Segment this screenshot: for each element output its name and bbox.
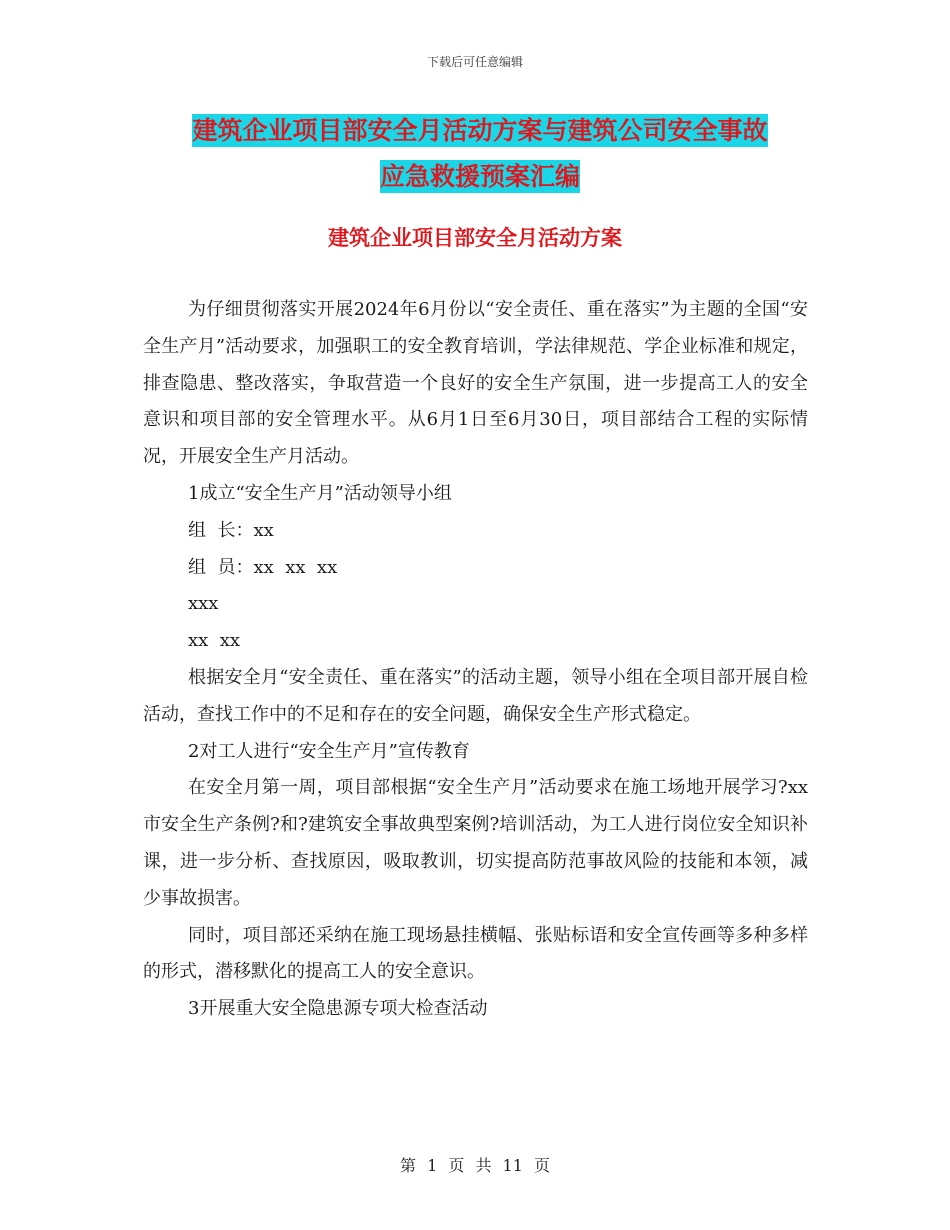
document-title-line-1: 建筑企业项目部安全月活动方案与建筑公司安全事故 [192,116,768,145]
header-note: 下载后可任意编辑 [426,55,523,69]
heading-item-1: 1成立“安全生产月”活动领导小组 [188,482,452,504]
section-title: 建筑企业项目部安全月活动方案 [328,226,622,250]
paragraph-self-check: 根据安全月“安全责任、重在落实”的活动主题，领导小组在全项目部开展自检活动，查找工作中的不足和存在的安全问题，确保安全生产形式稳定。 [143,666,808,725]
page-footer: 第 1 页 共 11 页 [400,1156,550,1175]
members-line-3: xx xx [188,630,241,652]
document-title-line-2: 应急救援预案汇编 [379,162,580,191]
paragraph-training: 在安全月第一周，项目部根据“安全生产月”活动要求在施工场地开展学习?xx市安全生产条例?和?建筑安全事故典型案例?培训活动，为工人进行岗位安全知识补课，进一步分析、查找原因，吸取教训，切实提高防范事故风险的技能和本领，减少事故损害。 [143,777,808,909]
leader-line: 组 长：xx [188,519,274,541]
members-line: 组 员：xx xx xx [188,556,338,578]
document-body [143,292,808,1028]
paragraph-publicity: 同时，项目部还采纳在施工现场悬挂横幅、张贴标语和安全宣传画等多种多样的形式，潜移默化的提高工人的安全意识。 [143,924,808,983]
heading-item-3: 3开展重大安全隐患源专项大检查活动 [188,998,488,1020]
members-line-2: xxx [188,593,219,615]
heading-item-2: 2对工人进行“安全生产月”宣传教育 [188,740,470,762]
paragraph-intro: 为仔细贯彻落实开展2024年6月份以“安全责任、重在落实”为主题的全国“安全生产月”活动要求，加强职工的安全教育培训，学法律规范、学企业标准和规定，排查隐患、整改落实，争取营造一个良好的安全生产氛围，进一步提高工人的安全意识和项目部的安全管理水平。从6月1日至6月30日，项目部结合工程的实际情况，开展安全生产月活动。 [143,299,808,468]
document-title [140,108,820,200]
